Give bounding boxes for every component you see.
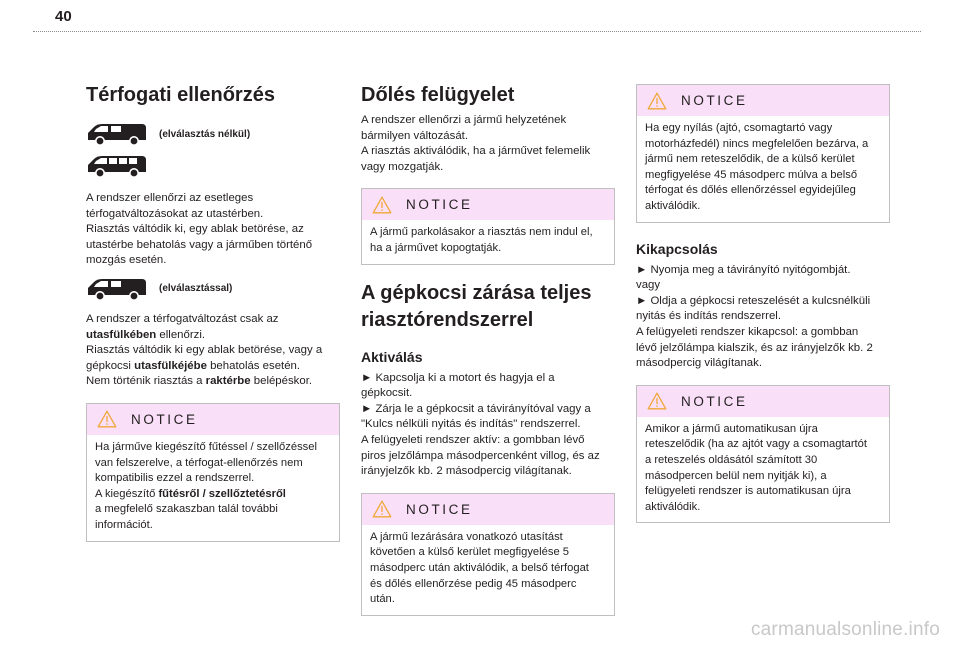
- van-icon: [86, 122, 148, 146]
- text-line: ► Nyomja meg a távirányító nyitógombját.: [636, 263, 851, 276]
- watermark: carmanualsonline.info: [750, 619, 940, 640]
- activation-heading: Aktiválás: [361, 348, 423, 365]
- notice-box-openings: [636, 84, 890, 223]
- tilt-heading: Dőlés felügyelet: [361, 84, 515, 106]
- notice-title: NOTICE: [131, 411, 198, 427]
- bold-term: utasfülkéjébe: [134, 359, 207, 372]
- text-line: ► Zárja le a gépkocsit a távirányítóval vagy a: [361, 402, 591, 415]
- bold-term: raktérbe: [205, 375, 251, 388]
- deactivation-steps: [636, 263, 890, 372]
- text-line: irányjelzők kb. 2 másodpercig világítanak.: [361, 465, 572, 478]
- text-line: A rendszer a térfogatváltozást csak az: [86, 312, 279, 325]
- text-line: [86, 374, 340, 390]
- warning-triangle-icon: [372, 500, 392, 518]
- volumetric-description: [86, 191, 340, 269]
- notice-title: NOTICE: [681, 393, 748, 409]
- notice-header: [362, 189, 614, 220]
- header-divider: [33, 31, 921, 32]
- warning-triangle-icon: [647, 392, 667, 410]
- text-line: gépkocsit.: [361, 387, 413, 400]
- notice-title: NOTICE: [406, 501, 473, 517]
- text-line: követően a külső kerület megfigyelése 5: [370, 546, 570, 559]
- bold-term: fűtésről / szellőztetésről: [158, 487, 286, 500]
- tilt-description: [361, 113, 615, 175]
- text-line: térfogatváltozásokat az utastérben.: [86, 207, 264, 220]
- minibus-icon: [86, 154, 148, 178]
- warning-triangle-icon: [647, 92, 667, 110]
- text-line: lévő jelzőlámpa kialszik, és az irányjelzők kb. 2: [636, 341, 873, 354]
- text-line: A jármű parkolásakor a riasztás nem indul el,: [370, 226, 593, 239]
- notice-box-knocking: [361, 188, 615, 264]
- text-line: vagy: [636, 279, 661, 292]
- text-line: információt.: [95, 518, 153, 531]
- text-line: másodpercig világítanak.: [636, 357, 762, 370]
- text-span: belépéskor.: [250, 375, 313, 388]
- text-line: Ha járműve kiegészítő fűtéssel / szellőzéssel: [95, 440, 317, 453]
- text-line: ha a járművet kopogtatják.: [370, 241, 502, 254]
- text-line: a megfelelő szakaszban talál további: [95, 503, 278, 516]
- text-line: A riasztás aktiválódik, ha a járművet felemelik: [361, 145, 591, 158]
- van-icon: [86, 277, 148, 301]
- text-line: a reteszelés oldásától számított 30: [645, 453, 818, 466]
- warning-triangle-icon: [97, 410, 117, 428]
- text-line: kompatibilis ezzel a rendszerrel.: [95, 472, 255, 485]
- warning-triangle-icon: [372, 196, 392, 214]
- notice-title: NOTICE: [681, 93, 748, 108]
- text-line: után.: [370, 593, 395, 606]
- text-line: bármilyen változását.: [361, 129, 468, 142]
- variant-without-label: (elválasztás nélkül): [159, 128, 251, 140]
- full-alarm-heading: [361, 280, 615, 334]
- page-number: 40: [55, 8, 72, 25]
- notice-body: [362, 525, 614, 615]
- text-line: ► Kapcsolja ki a motort és hagyja el a: [361, 371, 555, 384]
- text-span: ellenőrzi.: [156, 328, 206, 341]
- notice-body: [637, 417, 889, 523]
- text-line: felügyeleti rendszer is automatikusan újra: [645, 485, 851, 498]
- text-line: van felszerelve, a térfogat-ellenőrzés nem: [95, 456, 303, 469]
- partition-description: [86, 312, 340, 390]
- notice-title: NOTICE: [406, 197, 473, 213]
- deactivation-heading: Kikapcsolás: [636, 240, 718, 257]
- text-line: utastérbe behatolás vagy a járműben történő: [86, 238, 313, 251]
- text-line: A rendszer ellenőrzi a jármű helyzetének: [361, 114, 567, 126]
- text-line: aktiválódik.: [645, 199, 701, 212]
- text-line: jármű nem reteszelődik, de a külső kerület: [645, 153, 855, 166]
- text-line: [86, 359, 340, 375]
- text-span: Nem történik riasztás a: [86, 375, 206, 388]
- vehicle-variant-without-partition: [86, 122, 340, 146]
- text-line: másodpercen belül nem nyitják ki), a: [645, 469, 827, 482]
- notice-box-lock-timing: [361, 493, 615, 616]
- notice-body: [362, 220, 614, 263]
- text-line: és dőlés ellenőrzése pedig 45 másodperc: [370, 577, 577, 590]
- text-span: gépkocsi: [86, 359, 135, 372]
- notice-body: [637, 116, 889, 222]
- notice-box-heating: [86, 403, 340, 542]
- notice-header: [637, 386, 889, 417]
- variant-with-label: (elválasztással): [159, 283, 233, 295]
- text-line: ► Oldja a gépkocsi reteszelését a kulcsnélküli: [636, 294, 871, 307]
- text-line: mozgás esetén.: [86, 254, 167, 267]
- notice-box-auto-relock: [636, 385, 890, 524]
- column-deactivation: [636, 84, 890, 523]
- text-line: A jármű lezárására vonatkozó utasítást: [370, 530, 563, 543]
- text-line: reteszelődik (ha az ajtót vagy a csomagtartót: [645, 438, 867, 451]
- notice-header: [362, 494, 614, 525]
- bold-term: utasfülkében: [86, 328, 157, 341]
- text-line: Riasztás váltódik ki egy ablak betörése, vagy a: [86, 344, 323, 357]
- activation-steps: [361, 371, 615, 480]
- heading-line: A gépkocsi zárása teljes: [361, 281, 592, 304]
- text-line: Amikor a jármű automatikusan újra: [645, 422, 818, 435]
- volumetric-heading: Térfogati ellenőrzés: [86, 84, 275, 106]
- notice-header: [87, 404, 339, 435]
- text-line: A rendszer ellenőrzi az esetleges: [86, 192, 254, 204]
- text-line: A felügyeleti rendszer kikapcsol: a gombban: [636, 325, 859, 338]
- text-line: másodperc után aktiválódik, a belső térfogat: [370, 561, 589, 574]
- text-line: piros jelzőlámpa másodpercenként villog, és az: [361, 449, 600, 462]
- text-span: A kiegészítő: [95, 487, 159, 500]
- text-line: aktiválódik.: [645, 500, 701, 513]
- notice-body: [87, 435, 339, 541]
- text-line: Ha egy nyílás (ajtó, csomagtartó vagy: [645, 122, 833, 134]
- vehicle-variant-with-partition: [86, 277, 340, 301]
- text-line: megfigyelése 45 másodperc múlva a belső: [645, 168, 858, 181]
- text-line: vagy mozgatják.: [361, 160, 444, 173]
- text-line: nyitás és indítás rendszerrel.: [636, 310, 781, 323]
- notice-header: [637, 85, 889, 116]
- text-line: [86, 328, 340, 344]
- text-line: [95, 487, 331, 503]
- text-line: motorházfedél) nincs megfelelően bezárva, a: [645, 137, 869, 150]
- text-span: behatolás esetén.: [206, 359, 301, 372]
- text-line: A felügyeleti rendszer aktív: a gombban lévő: [361, 433, 585, 446]
- column-tilt: [361, 82, 615, 616]
- text-line: Riasztás váltódik ki, egy ablak betörése, az: [86, 223, 304, 236]
- text-line: "Kulcs nélküli nyitás és indítás" rendszerrel.: [361, 418, 581, 431]
- heading-line: riasztórendszerrel: [361, 308, 534, 331]
- text-line: térfogat és dőlés ellenőrzéssel egyidejűleg: [645, 184, 856, 197]
- column-volumetric: [86, 82, 340, 542]
- vehicle-variant-bus: [86, 154, 340, 178]
